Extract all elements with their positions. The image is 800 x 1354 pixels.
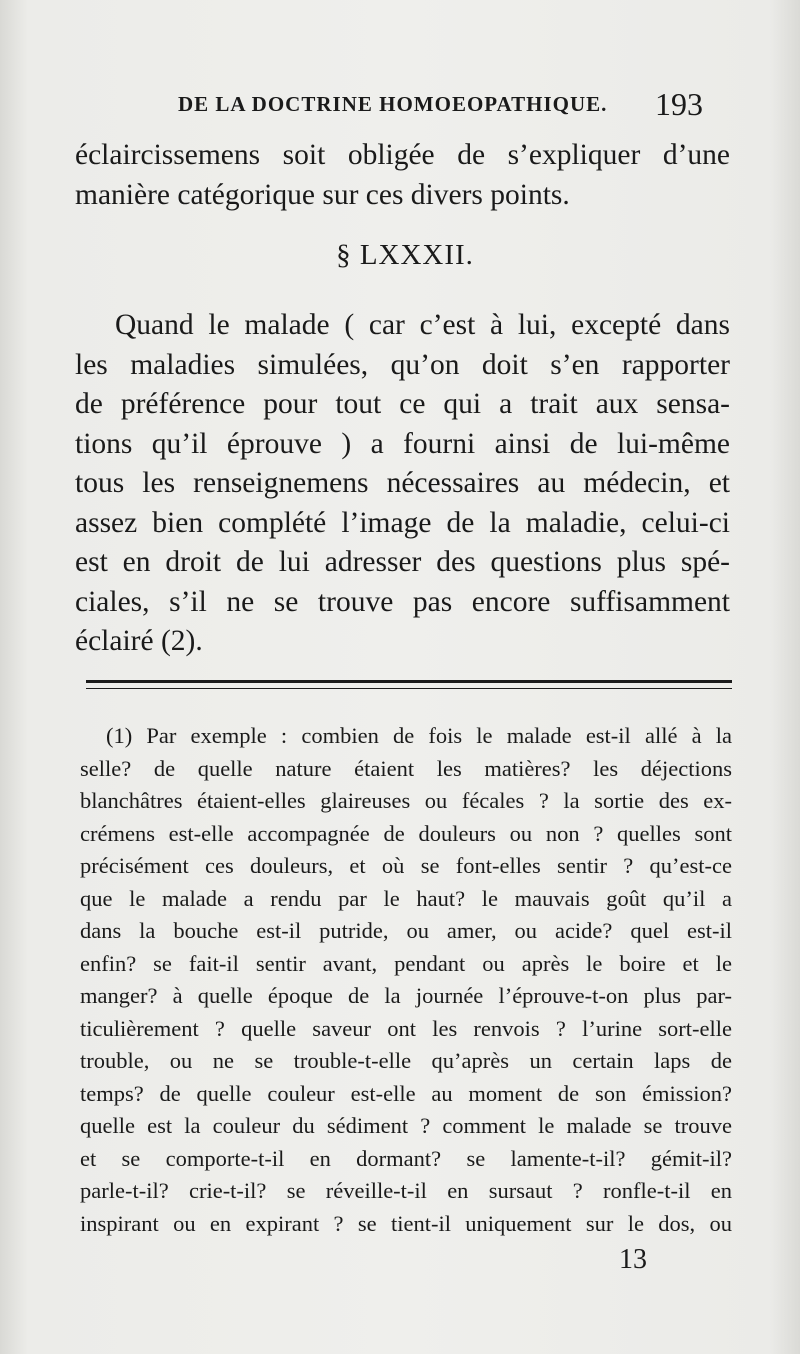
footnote-rule (86, 680, 732, 689)
continuation-text (75, 136, 730, 215)
text-line: tions qu’il éprouve ) a fourni ainsi de lui-même (75, 427, 730, 460)
footnote-line: crémens est-elle accompagnée de douleurs ou non ? quelles sont (80, 820, 732, 846)
footnote-line: quelle est la couleur du sédiment ? comment le malade se trouve (80, 1113, 732, 1138)
footnote-line: dans la bouche est-il putride, ou amer, ou acide? quel est-il (80, 918, 732, 943)
text-line: éclaircissemens soit obligée de s’expliquer d’une (75, 139, 730, 171)
footnote-line: que le malade a rendu par le haut? le mauvais goût qu’il a (80, 885, 732, 911)
text-line: de préférence pour tout ce qui a trait aux sensa- (75, 388, 730, 420)
text-line: assez bien complété l’image de la maladie, celui-ci (75, 506, 730, 539)
text-line: Quand le malade ( car c’est à lui, excepté dans (115, 309, 730, 341)
section-heading (0, 239, 800, 272)
footnote-line: temps? de quelle couleur est-elle au moment de son émission? (80, 1080, 732, 1106)
signature-mark: 13 (619, 1244, 647, 1275)
footnote-line: selle? de quelle nature étaient les matières? les déjections (80, 755, 732, 781)
footnote-line: (1) Par exemple : combien de fois le malade est-il allé à la (106, 723, 732, 748)
footnote-line: inspirant ou en expirant ? se tient-il uniquement sur le dos, ou (80, 1210, 732, 1236)
footnote-line: ticulièrement ? quelle saveur ont les renvois ? l’urine sort-elle (80, 1015, 732, 1041)
section-heading-label: § LXXXII. (336, 239, 474, 271)
running-title: DE LA DOCTRINE HOMOEOPATHIQUE. (178, 92, 608, 116)
text-line: ciales, s’il ne se trouve pas encore suffisamment (75, 585, 730, 618)
footnote-line: blanchâtres étaient-elles glaireuses ou fécales ? la sortie des ex- (80, 788, 732, 813)
footnote-line: manger? à quelle époque de la journée l’éprouve-t-on plus par- (80, 983, 732, 1008)
text-line: les maladies simulées, qu’on doit s’en rapporter (75, 348, 730, 381)
footnote (80, 720, 732, 1240)
page-number: 193 (655, 86, 703, 122)
text-line: tous les renseignemens nécessaires au médecin, et (75, 467, 730, 499)
text-line: éclairé (2). (75, 625, 203, 657)
running-head (0, 88, 800, 124)
text-line: manière catégorique sur ces divers points. (75, 178, 570, 211)
footnote-line: précisément ces douleurs, et où se font-elles sentir ? qu’est-ce (80, 853, 732, 878)
main-paragraph (75, 306, 730, 662)
footnote-line: et se comporte-t-il en dormant? se lamente-t-il? gémit-il? (80, 1145, 732, 1171)
footnote-line: trouble, ou ne se trouble-t-elle qu’après un certain laps de (80, 1048, 732, 1073)
footnote-line: parle-t-il? crie-t-il? se réveille-t-il en sursaut ? ronfle-t-il en (80, 1178, 732, 1203)
footnote-line: enfin? se fait-il sentir avant, pendant ou après le boire et le (80, 950, 732, 976)
text-line: est en droit de lui adresser des questions plus spé- (75, 546, 730, 578)
